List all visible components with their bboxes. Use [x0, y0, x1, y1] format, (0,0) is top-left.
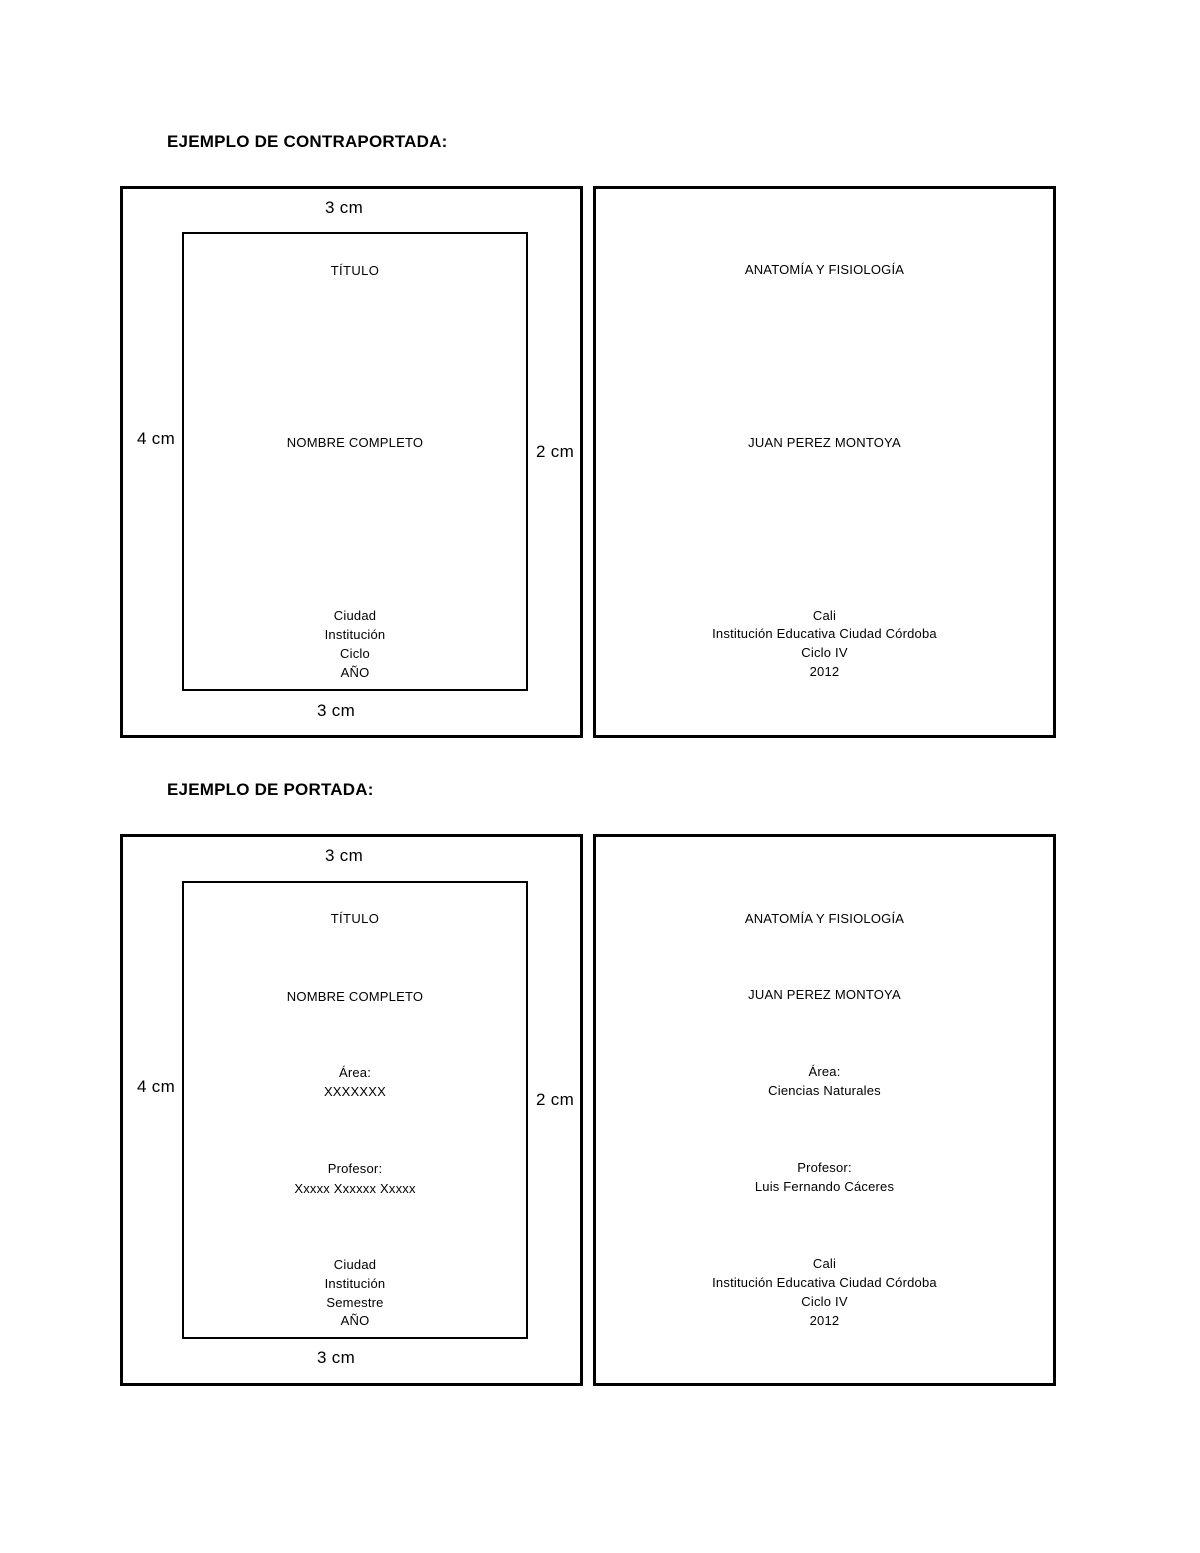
portada-example-footer-line: 2012	[809, 1313, 840, 1328]
portada-template-footer-line: Semestre	[326, 1295, 384, 1310]
portada-template-titulo: TÍTULO	[330, 911, 380, 926]
contraportada-example-nombre: JUAN PEREZ MONTOYA	[748, 435, 901, 450]
portada-template-profesor-label: Profesor:	[327, 1161, 383, 1176]
contraportada-example-footer-line: Ciclo IV	[801, 645, 848, 660]
portada-example-footer-line: Ciclo IV	[801, 1294, 848, 1309]
contraportada-template-titulo: TÍTULO	[330, 263, 380, 278]
portada-margin-left: 4 cm	[137, 1077, 176, 1096]
contraportada-example-titulo: ANATOMÍA Y FISIOLOGÍA	[744, 262, 905, 277]
portada-template-footer-line: Institución	[324, 1276, 386, 1291]
portada-example-area-value: Ciencias Naturales	[768, 1083, 881, 1098]
portada-example-footer-line: Institución Educativa Ciudad Córdoba	[712, 1275, 937, 1290]
portada-margin-bottom: 3 cm	[317, 1348, 356, 1367]
contraportada-example-footer-line: 2012	[809, 664, 840, 679]
contraportada-template-footer-line: Ciudad	[333, 608, 377, 623]
portada-example-profesor-value: Luis Fernando Cáceres	[754, 1179, 895, 1194]
contraportada-margin-left: 4 cm	[137, 429, 176, 448]
contraportada-margin-right: 2 cm	[536, 442, 575, 461]
portada-margin-right: 2 cm	[536, 1090, 575, 1109]
contraportada-example-footer-line: Cali	[812, 608, 837, 623]
portada-example-titulo: ANATOMÍA Y FISIOLOGÍA	[744, 911, 905, 926]
contraportada-template-footer-line: Institución	[324, 627, 386, 642]
portada-template-area-value: XXXXXXX	[323, 1084, 387, 1099]
contraportada-heading: EJEMPLO DE CONTRAPORTADA:	[167, 132, 448, 151]
contraportada-template-nombre: NOMBRE COMPLETO	[286, 435, 424, 450]
portada-template-footer-line: Ciudad	[333, 1257, 377, 1272]
contraportada-template-footer-line: AÑO	[340, 665, 370, 680]
portada-example-area-label: Área:	[808, 1064, 841, 1079]
contraportada-margin-bottom: 3 cm	[317, 701, 356, 720]
contraportada-example-footer-line: Institución Educativa Ciudad Córdoba	[712, 626, 937, 641]
portada-template-profesor-value: Xxxxx Xxxxxx Xxxxx	[294, 1181, 416, 1196]
contraportada-margin-top: 3 cm	[325, 198, 364, 217]
portada-template-nombre: NOMBRE COMPLETO	[286, 989, 424, 1004]
portada-example-profesor-label: Profesor:	[797, 1160, 852, 1175]
portada-template-footer-line: AÑO	[340, 1313, 370, 1328]
portada-heading: EJEMPLO DE PORTADA:	[167, 780, 374, 799]
portada-example-nombre: JUAN PEREZ MONTOYA	[748, 987, 901, 1002]
portada-template-area-label: Área:	[338, 1065, 372, 1080]
portada-margin-top: 3 cm	[325, 846, 364, 865]
portada-example-footer-line: Cali	[812, 1256, 837, 1271]
contraportada-template-footer-line: Ciclo	[340, 646, 370, 661]
